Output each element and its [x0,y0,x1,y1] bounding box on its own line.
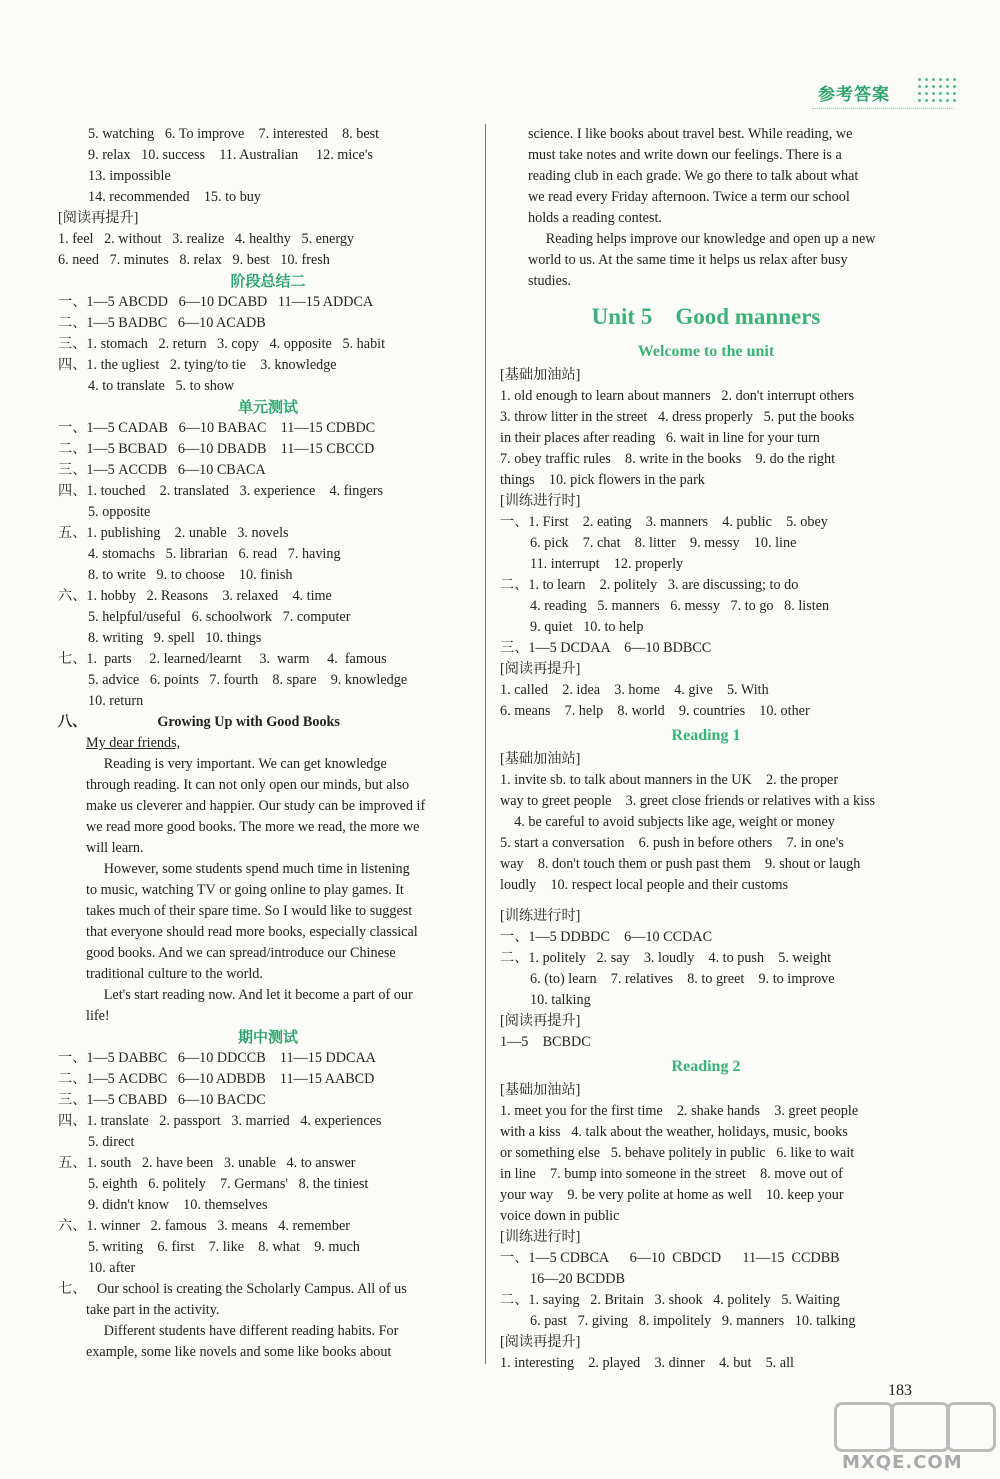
watermark-box-1 [834,1402,894,1452]
header-dots-ornament [916,76,956,106]
column-divider [485,124,486,1364]
answer-line: 6. means 7. help 8. world 9. countries 10. other [500,703,810,719]
answer-line: 4. be careful to avoid subjects like age, weight or money [500,814,835,830]
answer-line: 1. meet you for the first time 2. shake hands 3. greet people [500,1103,859,1119]
essay-title: 八、 Growing Up with Good Books [58,714,340,730]
watermark-box-3 [946,1402,996,1452]
answer-line: takes much of their spare time. So I would like to suggest [86,903,413,919]
answer-line: to music, watching TV or going online to play games. It [86,882,404,898]
answer-line: 1. invite sb. to talk about manners in the UK 2. the proper [500,772,839,788]
answer-line: make us cleverer and happier. Our study can be improved if [86,798,426,814]
answer-line: 4. to translate 5. to show [88,378,235,394]
answer-line: 4. reading 5. manners 6. messy 7. to go 8. listen [530,598,830,614]
spacer [500,896,912,906]
answer-line: 一、1—5 CDBCA 6—10 CBDCD 11—15 CCDBB [500,1250,840,1266]
answer-line: good books. And we can spread/introduce our Chinese [86,945,396,961]
subsection-heading: Welcome to the unit [637,343,775,360]
answer-line: must take notes and write down our feelings. There is a [528,147,842,163]
header-title: 参考答案 [818,85,890,105]
answer-line: 10. talking [530,992,591,1008]
answer-line: 10. after [88,1260,136,1276]
answer-line: 6. (to) learn 7. relatives 8. to greet 9. to improve [530,971,835,987]
answer-line: 三、1—5 DCDAA 6—10 BDBCC [500,640,712,656]
answer-line: 五、1. south 2. have been 3. unable 4. to answer [58,1155,356,1171]
answer-line: 一、1—5 DDBDC 6—10 CCDAC [500,929,713,945]
answer-line: 10. return [88,693,144,709]
answer-line: 五、1. publishing 2. unable 3. novels [58,525,289,541]
answer-line: 一、1—5 DABBC 6—10 DDCCB 11—15 DDCAA [58,1050,376,1066]
answer-line: 5. opposite [88,504,151,520]
left-column [58,124,478,1363]
answer-line: [基础加油站] [500,367,581,383]
answer-line: 1. feel 2. without 3. realize 4. healthy 5. energy [58,231,355,247]
answer-line: 8. writing 9. spell 10. things [88,630,262,646]
answer-line: 六、1. hobby 2. Reasons 3. relaxed 4. time [58,588,332,604]
answer-line: through reading. It can not only open our minds, but also [86,777,410,793]
answer-line: However, some students spend much time in listening [86,861,410,877]
answer-line: 1—5 BCBDC [500,1034,591,1050]
answer-line: [训练进行时] [500,908,581,924]
answer-line: studies. [528,273,571,289]
answer-line: 二、1. to learn 2. politely 3. are discussing; to do [500,577,799,593]
answer-line: we read more good books. The more we read, the more we [86,819,420,835]
answer-line: 二、1. politely 2. say 3. loudly 4. to push 5. weight [500,950,832,966]
answer-line: 9. didn't know 10. themselves [88,1197,268,1213]
answer-line: 1. interesting 2. played 3. dinner 4. but 5. all [500,1355,794,1371]
answer-line: Different students have different reading habits. For [86,1323,399,1339]
answer-line: 一、1—5 CADAB 6—10 BABAC 11—15 CDBDC [58,420,376,436]
answer-line: 六、1. winner 2. famous 3. means 4. remember [58,1218,350,1234]
watermark-text: MXQE.COM [842,1452,963,1473]
answer-line: 4. stomachs 5. librarian 6. read 7. having [88,546,341,562]
answer-line: 6. past 7. giving 8. impolitely 9. manners 10. talking [530,1313,856,1329]
answer-line: Reading is very important. We can get knowledge [86,756,387,772]
answer-line: your way 9. be very polite at home as well 10. keep your [500,1187,844,1203]
answer-line: 5. start a conversation 6. push in before others 7. in one's [500,835,844,851]
answer-line: 7. obey traffic rules 8. write in the books 9. do the right [500,451,836,467]
watermark-logo [828,1402,998,1478]
answer-line: 9. relax 10. success 11. Australian 12. mice's [88,147,373,163]
answer-line: voice down in public [500,1208,620,1224]
answer-line: will learn. [86,840,144,856]
answer-line: life! [86,1008,110,1024]
answer-line: 三、1—5 CBABD 6—10 BACDC [58,1092,266,1108]
header-rule [812,108,954,109]
answer-line: 七、 Our school is creating the Scholarly Campus. All of us [58,1281,407,1297]
answer-line: 14. recommended 15. to buy [88,189,261,205]
answer-line: 9. quiet 10. to help [530,619,644,635]
answer-line: Let's start reading now. And let it become a part of our [86,987,413,1003]
subsection-heading: Reading 1 [671,727,741,744]
answer-line: 8. to write 9. to choose 10. finish [88,567,293,583]
answer-line: 一、1. First 2. eating 3. manners 4. public 5. obey [500,514,828,530]
answer-line: [阅读再提升] [500,1013,581,1029]
answer-line: 1. old enough to learn about manners 2. don't interrupt others [500,388,855,404]
answer-line: we read every Friday afternoon. Twice a term our school [528,189,850,205]
answer-line: 三、1. stomach 2. return 3. copy 4. opposite 5. habit [58,336,386,352]
answer-line: or something else 5. behave politely in public 6. like to wait [500,1145,855,1161]
answer-line: way to greet people 3. greet close friends or relatives with a kiss [500,793,876,809]
answer-line: My dear friends, [86,735,181,751]
answer-line: loudly 10. respect local people and their customs [500,877,789,893]
answer-line: 七、1. parts 2. learned/learnt 3. warm 4. famous [58,651,387,667]
answer-line: take part in the activity. [86,1302,220,1318]
answer-line: holds a reading contest. [528,210,662,226]
answer-line: 6. need 7. minutes 8. relax 9. best 10. fresh [58,252,330,268]
answer-line: in line 7. bump into someone in the street 8. move out of [500,1166,843,1182]
answer-line: 三、1—5 ACCDB 6—10 CBACA [58,462,266,478]
answer-line: [基础加油站] [500,751,581,767]
answer-line: way 8. don't touch them or push past them 9. shout or laugh [500,856,861,872]
answer-line: reading club in each grade. We go there to talk about what [528,168,859,184]
section-heading: 单元测试 [237,398,298,416]
answer-line: 3. throw litter in the street 4. dress properly 5. put the books [500,409,855,425]
page-number: 183 [888,1382,912,1399]
answer-line: 二、1—5 BCBAD 6—10 DBADB 11—15 CBCCD [58,441,375,457]
answer-line: 5. watching 6. To improve 7. interested 8. best [88,126,380,142]
answer-line: traditional culture to the world. [86,966,263,982]
answer-line: 6. pick 7. chat 8. litter 9. messy 10. line [530,535,797,551]
answer-line: 四、1. touched 2. translated 3. experience 4. fingers [58,483,384,499]
answer-line: example, some like novels and some like books about [86,1344,392,1360]
answer-line: that everyone should read more books, especially classical [86,924,418,940]
answer-line: Reading helps improve our knowledge and open up a new [528,231,876,247]
answer-line: 5. writing 6. first 7. like 8. what 9. much [88,1239,360,1255]
answer-line: 四、1. translate 2. passport 3. married 4. experiences [58,1113,382,1129]
section-heading: 期中测试 [237,1028,298,1046]
section-heading: 阶段总结二 [230,272,306,290]
answer-line: 13. impossible [88,168,171,184]
answer-line: things 10. pick flowers in the park [500,472,705,488]
answer-line: [训练进行时] [500,493,581,509]
answer-line: in their places after reading 6. wait in line for your turn [500,430,820,446]
subsection-heading: Reading 2 [671,1058,741,1075]
answer-line: 5. eighth 6. politely 7. Germans' 8. the tiniest [88,1176,369,1192]
answer-line: 5. helpful/useful 6. schoolwork 7. computer [88,609,351,625]
answer-line: with a kiss 4. talk about the weather, holidays, music, books [500,1124,848,1140]
answer-line: 四、1. the ugliest 2. tying/to tie 3. knowledge [58,357,337,373]
answer-line: 二、1—5 ACDBC 6—10 ADBDB 11—15 AABCD [58,1071,375,1087]
answer-line: [阅读再提升] [500,661,581,677]
answer-line: [训练进行时] [500,1229,581,1245]
answer-line: 二、1. saying 2. Britain 3. shook 4. politely 5. Waiting [500,1292,840,1308]
answer-line: 二、1—5 BADBC 6—10 ACADB [58,315,266,331]
answer-line: science. I like books about travel best. While reading, we [528,126,853,142]
answer-line: [基础加油站] [500,1082,581,1098]
answer-line: [阅读再提升] [58,210,139,226]
answer-line: 一、1—5 ABCDD 6—10 DCABD 11—15 ADDCA [58,294,374,310]
watermark-box-2 [890,1402,950,1452]
answer-line: 5. direct [88,1134,135,1150]
answer-line: 16—20 BCDDB [530,1271,625,1287]
page-header [812,76,962,116]
right-column [500,124,912,1374]
answer-line: 5. advice 6. points 7. fourth 8. spare 9. knowledge [88,672,408,688]
unit-title: Unit 5 Good manners [591,304,821,329]
answer-line: 11. interrupt 12. properly [530,556,684,572]
answer-line: [阅读再提升] [500,1334,581,1350]
answer-line: 1. called 2. idea 3. home 4. give 5. With [500,682,769,698]
answer-line: world to us. At the same time it helps us relax after busy [528,252,848,268]
